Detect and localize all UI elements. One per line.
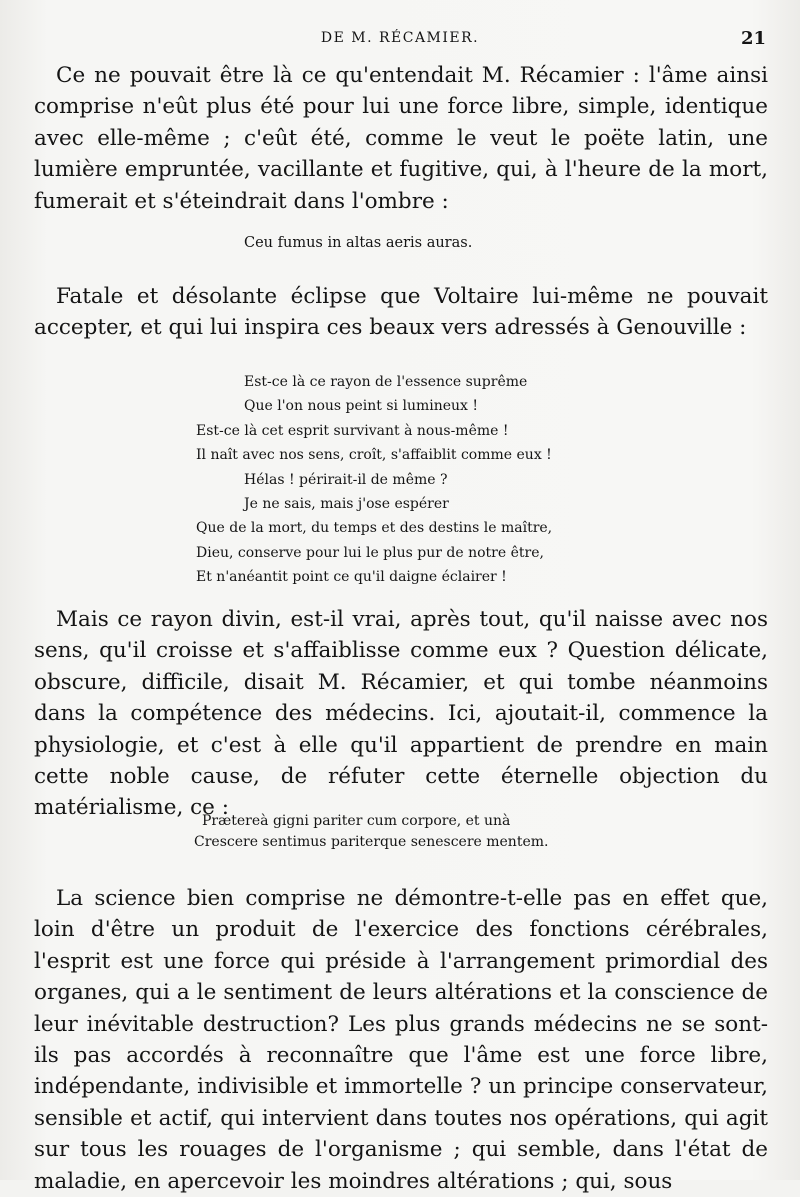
- running-head: DE M. RÉCAMIER.: [320, 30, 480, 46]
- verse-line: Il naît avec nos sens, croît, s'affaiblit comme eux !: [196, 447, 552, 464]
- verse-line: Je ne sais, mais j'ose espérer: [244, 496, 449, 513]
- page-header: [0, 28, 800, 52]
- paragraph-1: Ce ne pouvait être là ce qu'entendait M. Récamier : l'âme ainsi comprise n'eût plus été pour lui une force libre, simple, identique avec elle-même ; c'eût été, comme le veut le poëte latin, une lumière empruntée, vacillante et fugitive, qui, à l'heure de la mort, fumerait et s'éteindrait dans l'ombre :: [34, 63, 768, 214]
- verse-line: Que de la mort, du temps et des destins le maître,: [196, 520, 553, 537]
- verse-line: Et n'anéantit point ce qu'il daigne éclairer !: [196, 569, 507, 586]
- verse-line: Hélas ! périrait-il de même ?: [244, 471, 448, 488]
- paragraph-4: La science bien comprise ne démontre-t-elle pas en effet que, loin d'être un produit de l'exercice des fonctions cérébrales, l'esprit est une force qui préside à l'arrangement primordial des organes, qui a le sentiment de leurs altérations et la conscience de leur inévitable destruction? Les plus grands médecins ne se sont-ils pas accordés à reconnaître que l'âme est une force libre, indépendante, indivisible et immortelle ? un principe conservateur, sensible et actif, qui intervient dans toutes nos opérations, qui agit sur tous les rouages de l'organisme ; qui semble, dans l'état de maladie, en apercevoir les moindres altérations ; qui, sous: [34, 886, 768, 1194]
- page-number: 21: [740, 28, 766, 49]
- paragraph-2: Fatale et désolante éclipse que Voltaire lui-même ne pouvait accepter, et qui lui inspira ces beaux vers adressés à Genouville :: [34, 284, 768, 341]
- verse-line: Que l'on nous peint si lumineux !: [244, 398, 479, 415]
- latin-quote-lucretius-2: [194, 811, 622, 853]
- latin-quote-lucretius-1: Ceu fumus in altas aeris auras.: [244, 235, 473, 251]
- verse-line: Est-ce là cet esprit survivant à nous-même !: [196, 422, 509, 439]
- latin-line: Crescere sentimus pariterque senescere mentem.: [194, 834, 549, 850]
- verse-line: Est-ce là ce rayon de l'essence suprême: [244, 374, 528, 390]
- verse-line: Dieu, conserve pour lui le plus pur de notre être,: [196, 544, 544, 561]
- voltaire-verse: [190, 370, 610, 590]
- paragraph-3: Mais ce rayon divin, est-il vrai, après tout, qu'il naisse avec nos sens, qu'il croisse et s'affaiblisse comme eux ? Question délicate, obscure, difficile, disait M. Récamier, et qui tombe néanmoins dans la compétence des médecins. Ici, ajoutait-il, commence la physiologie, et c'est à elle qu'il appartient de prendre en main cette noble cause, de réfuter cette éternelle objection du matérialisme, ce :: [34, 607, 768, 821]
- latin-line: Prætereà gigni pariter cum corpore, et unà: [202, 813, 511, 829]
